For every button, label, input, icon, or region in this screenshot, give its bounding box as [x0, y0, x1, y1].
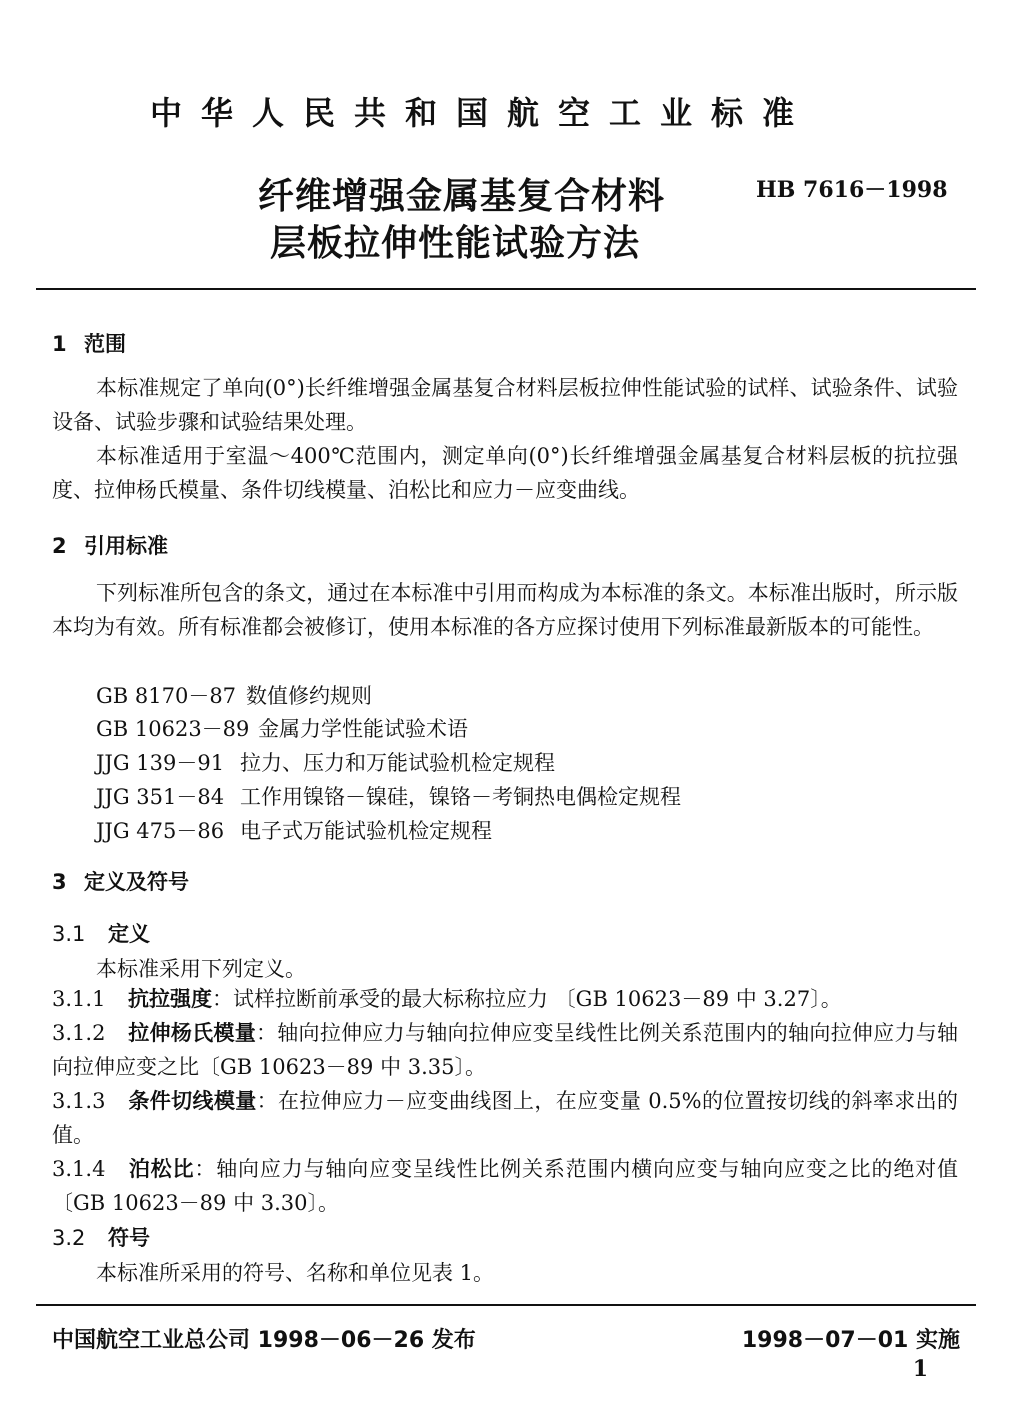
section-title: 定义及符号	[84, 870, 189, 894]
section-title: 范围	[84, 332, 126, 356]
reference-name: 数值修约规则	[246, 684, 372, 708]
definition-number: 3.1.2	[52, 1021, 106, 1045]
reference-name: 工作用镍铬－镍硅，镍铬－考铜热电偶检定规程	[240, 785, 681, 809]
subsection-number: 3.2	[52, 1226, 86, 1250]
definition-number: 3.1.1	[52, 987, 106, 1011]
definition-text: ：试样拉断前承受的最大标称拉应力 〔GB 10623－89 中 3.27〕。	[212, 987, 842, 1011]
definition-item	[52, 982, 958, 1016]
issuer-line: 中国航空工业总公司 1998－06－26 发布	[52, 1328, 476, 1353]
page-number: 1	[912, 1356, 928, 1382]
reference-name: 拉力、压力和万能试验机检定规程	[240, 751, 555, 775]
reference-item	[96, 747, 555, 777]
subsection-3-2-heading	[52, 1222, 150, 1252]
section-1-heading	[52, 328, 126, 358]
reference-code: JJG 351－84	[96, 785, 225, 809]
reference-item	[96, 815, 492, 845]
document-title-line1: 纤维增强金属基复合材料	[258, 176, 666, 217]
section-2-heading	[52, 530, 168, 560]
section-number: 3	[52, 870, 67, 894]
definition-number: 3.1.4	[52, 1157, 106, 1181]
definition-term: 条件切线模量	[128, 1089, 257, 1113]
definition-text: ：轴向应力与轴向应变呈线性比例关系范围内横向应变与轴向应变之比的绝对值〔GB 10623－89 中 3.30〕。	[52, 1157, 959, 1215]
standard-type-heading: 中华人民共和国航空工业标准	[150, 94, 814, 132]
subsection-title: 符号	[108, 1226, 150, 1250]
section-number: 1	[52, 332, 67, 356]
definition-term: 抗拉强度	[128, 987, 212, 1011]
definition-item	[52, 1084, 958, 1152]
subsection-3-1-intro: 本标准采用下列定义。	[96, 957, 306, 981]
reference-item	[96, 680, 372, 710]
reference-code: GB 8170－87	[96, 684, 237, 708]
reference-code: JJG 475－86	[96, 819, 225, 843]
definition-term: 拉伸杨氏模量	[128, 1021, 256, 1045]
effective-date-line: 1998－07－01 实施	[741, 1328, 960, 1353]
subsection-3-1-heading	[52, 918, 150, 948]
reference-code: JJG 139－91	[96, 751, 225, 775]
footer-divider	[36, 1304, 976, 1306]
definition-text: ：轴向拉伸应力与轴向拉伸应变呈线性比例关系范围内的轴向拉伸应力与轴向拉伸应变之比〔GB 10623－89 中 3.35〕。	[52, 1021, 959, 1079]
reference-name: 电子式万能试验机检定规程	[240, 819, 492, 843]
header-divider	[36, 288, 976, 290]
reference-item	[96, 713, 468, 743]
definition-text: ：在拉伸应力－应变曲线图上，在应变量 0.5%的位置按切线的斜率求出的值。	[52, 1089, 958, 1147]
reference-code: GB 10623－89	[96, 717, 250, 741]
section-3-heading	[52, 866, 189, 896]
section-1-paragraph-1: 本标准规定了单向(0°)长纤维增强金属基复合材料层板拉伸性能试验的试样、试验条件、试验设备、试验步骤和试验结果处理。	[52, 376, 958, 434]
definition-number: 3.1.3	[52, 1089, 106, 1113]
subsection-title: 定义	[108, 922, 150, 946]
section-1-paragraph-2: 本标准适用于室温～400℃范围内，测定单向(0°)长纤维增强金属基复合材料层板的抗拉强度、拉伸杨氏模量、条件切线模量、泊松比和应力－应变曲线。	[52, 444, 958, 502]
reference-name: 金属力学性能试验术语	[258, 717, 468, 741]
reference-item	[96, 781, 681, 811]
definition-term: 泊松比	[128, 1157, 195, 1181]
definition-item	[52, 1152, 958, 1220]
section-number: 2	[52, 534, 67, 558]
section-2-paragraph: 下列标准所包含的条文，通过在本标准中引用而构成为本标准的条文。本标准出版时，所示版本均为有效。所有标准都会被修订，使用本标准的各方应探讨使用下列标准最新版本的可能性。	[52, 581, 958, 639]
document-title-line2: 层板拉伸性能试验方法	[270, 223, 641, 264]
standard-code: HB 7616－1998	[756, 177, 948, 203]
section-title: 引用标准	[84, 534, 168, 558]
subsection-number: 3.1	[52, 922, 86, 946]
subsection-3-2-intro: 本标准所采用的符号、名称和单位见表 1。	[96, 1261, 495, 1285]
definition-item	[52, 1016, 958, 1084]
